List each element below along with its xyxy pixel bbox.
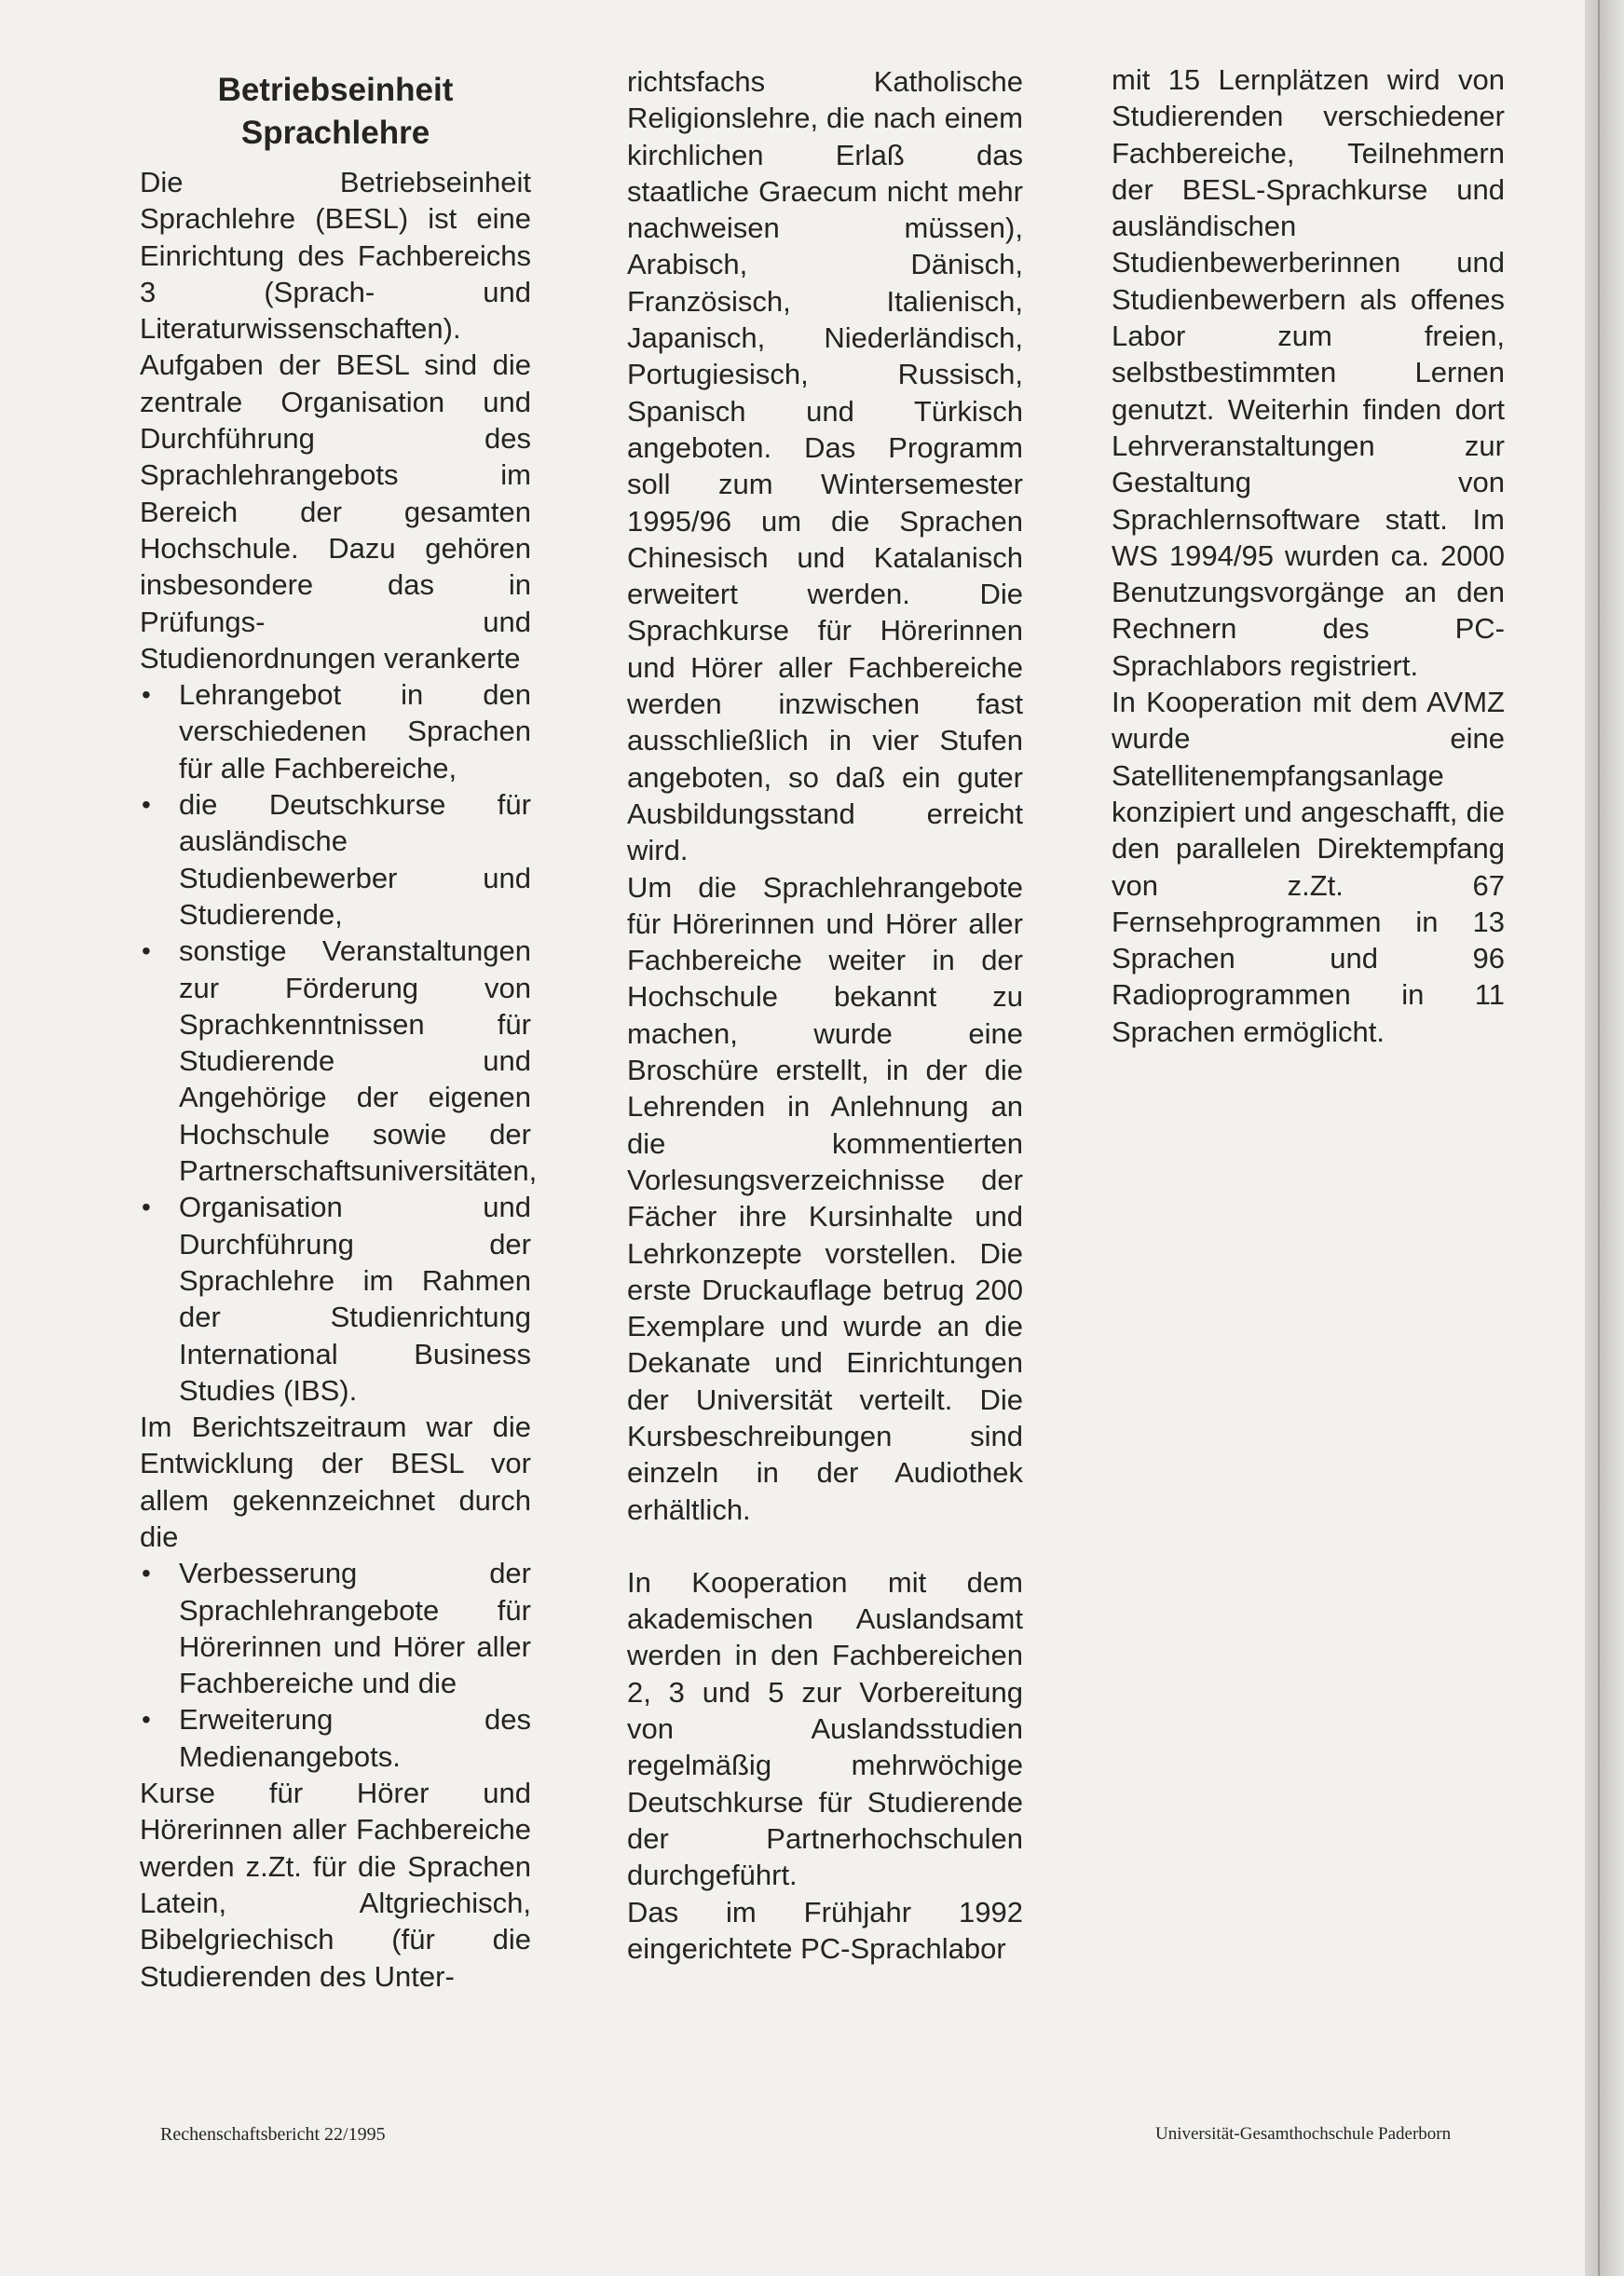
list-item: • sonstige Veranstaltungen zur Förderung von Sprachkenntnissen für Studierende und Angehörige der eigenen Hochschule sowie der Partnerschaftsuniversitäten, <box>140 933 531 1189</box>
cooperation-paragraph: In Kooperation mit dem akademischen Auslandsamt werden in den Fachbereichen 2, 3 und 5 zur Vorbereitung von Auslandsstudien regelmäßig mehrwöchige Deutschkurse für Studierende der Partnerhochschulen durchgeführt. <box>627 1565 1023 1892</box>
heading-line-2: Sprachlehre <box>240 115 430 151</box>
languages-paragraph: richtsfachs Katholische Religionslehre, die nach einem kirchlichen Erlaß das staatliche Graecum nicht mehr nachweisen müssen), Arabisch, Dänisch, Französisch, Italienisch, Japanisch, Niederländisch, Portugiesisch, Russisch, Spanisch und Türkisch angeboten. Das Programm soll zum Wintersemester 1995/96 um die Sprachen Chinesisch und Katalanisch erweitert werden. Die Sprachkurse für Hörerinnen und Hörer aller Fachbereiche werden inzwischen fast ausschließlich in vier Stufen angeboten, so daß ein guter Ausbildungsstand erreicht wird. <box>627 65 1023 867</box>
footer-report-title: Rechenschaftsbericht 22/1995 <box>160 2124 386 2145</box>
development-paragraph: Im Berichtszeitraum war die Entwicklung der BESL vor allem gekennzeichnet durch die <box>140 1411 531 1553</box>
courses-paragraph: Kurse für Hörer und Hörerinnen aller Fachbereiche werden z.Zt. für die Sprachen Latein, Altgriechisch, Bibelgriechisch (für die Studierenden des Unter- <box>140 1777 531 1993</box>
brochure-paragraph: Um die Sprachlehrangebote für Hörerinnen und Hörer aller Fachbereiche weiter in der Hochschule bekannt zu machen, wurde eine Broschüre erstellt, in der die Lehrenden in Anlehnung an die kommentierten Vorlesungsverzeichnisse der Fächer ihre Kursinhalte und Lehrkonzepte vorstellen. Die erste Druckauflage betrug 200 Exemplare und wurde an die Dekanate und Einrichtungen der Universität verteilt. Die Kursbeschreibungen sind einzeln in der Audiothek erhältlich. <box>627 870 1023 1526</box>
column-3 <box>1112 61 1505 1050</box>
tasks-list <box>140 676 538 1409</box>
heading-line-1: Betriebseinheit <box>217 72 454 108</box>
satellite-paragraph: In Kooperation mit dem AVMZ wurde eine Satellitenempfangsanlage konzipiert und angeschafft, die den parallelen Direktempfang von z.Zt. 67 Fernsehprogrammen in 13 Sprachen und 96 Radioprogrammen in 11 Sprachen ermöglicht. <box>1112 686 1505 1048</box>
intro-paragraph: Die Betriebseinheit Sprachlehre (BESL) ist eine Einrichtung des Fachbereichs 3 (Sprach- und Literaturwissenschaften). Aufgaben der BESL sind die zentrale Organisation und Durchführung des Sprachlehrangebots im Bereich der gesamten Hochschule. Dazu gehören insbesondere das in Prüfungs- und Studienordnungen verankerte <box>140 166 531 675</box>
section-heading <box>140 69 531 155</box>
list-item: • Organisation und Durchführung der Sprachlehre im Rahmen der Studienrichtung International Business Studies (IBS). <box>140 1189 531 1409</box>
list-item: • die Deutschkurse für ausländische Studienbewerber und Studierende, <box>140 786 531 933</box>
paragraph-gap <box>627 1528 1023 1564</box>
development-list <box>140 1555 531 1775</box>
pc-lab-paragraph: Das im Frühjahr 1992 eingerichtete PC-Sprachlabor <box>627 1895 1023 1965</box>
footer-university: Universität-Gesamthochschule Paderborn <box>1155 2124 1452 2144</box>
list-item: • Lehrangebot in den verschiedenen Sprachen für alle Fachbereiche, <box>140 676 531 786</box>
column-2 <box>627 63 1023 1967</box>
column-1 <box>140 61 538 1995</box>
list-item: • Erweiterung des Medienangebots. <box>140 1701 531 1775</box>
pc-lab-continued-paragraph: mit 15 Lernplätzen wird von Studierenden verschiedener Fachbereiche, Teilnehmern der BESL-Sprachkurse und ausländischen Studienbewerberinnen und Studienbewerbern als offenes Labor zum freien, selbstbestimmten Lernen genutzt. Weiterhin finden dort Lehrveranstaltungen zur Gestaltung von Sprachlernsoftware statt. Im WS 1994/95 wurden ca. 2000 Benutzungsvorgänge an den Rechnern des PC-Sprachlabors registriert. <box>1112 63 1505 682</box>
list-item: • Verbesserung der Sprachlehrangebote für Hörerinnen und Hörer aller Fachbereiche und die <box>140 1555 531 1701</box>
page-edge <box>1585 0 1624 2276</box>
